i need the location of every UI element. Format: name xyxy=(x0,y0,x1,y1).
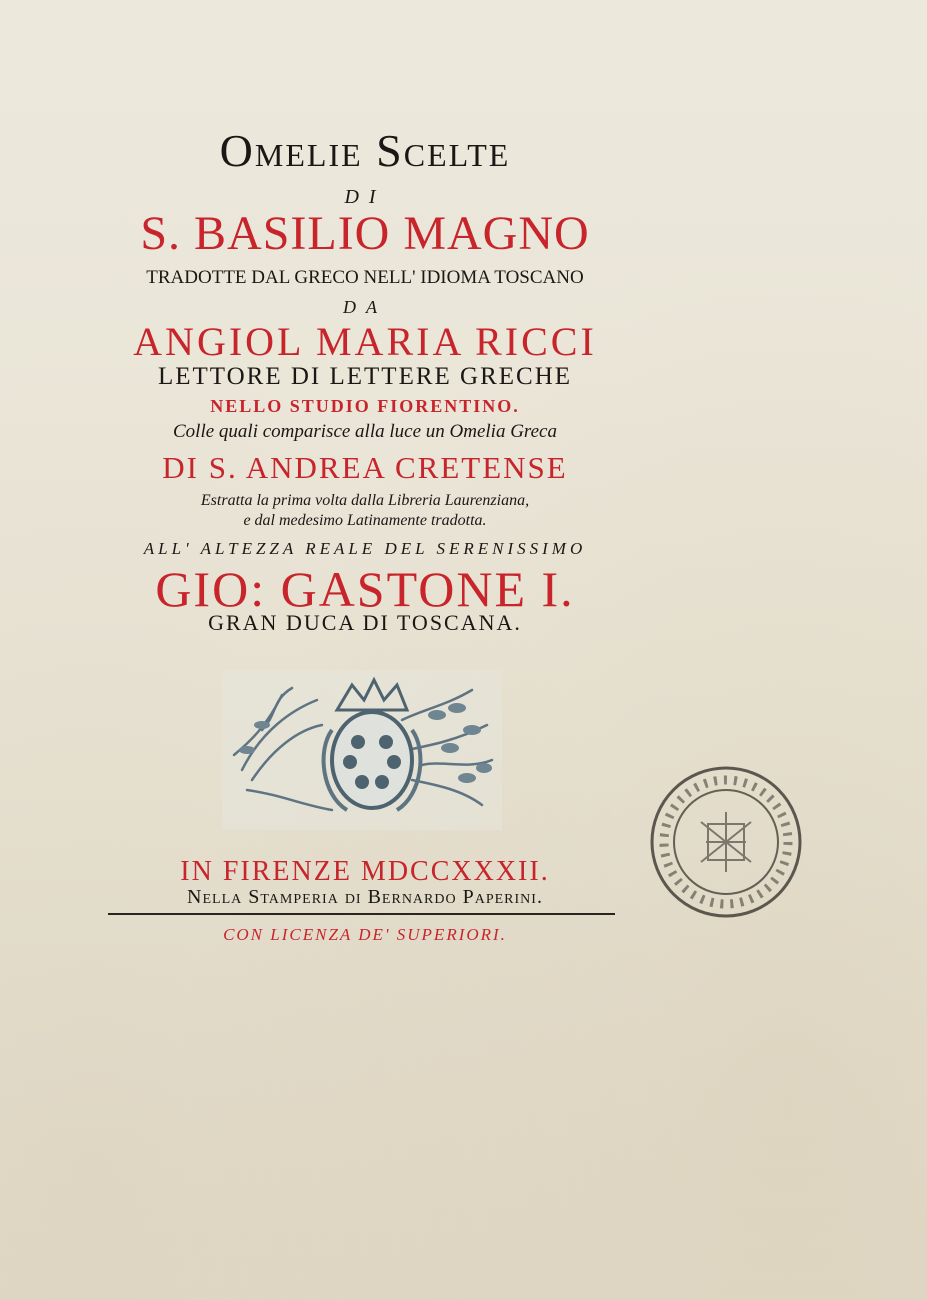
imprint-rule xyxy=(108,913,615,915)
di-line: DI xyxy=(344,186,386,208)
andrea-line: DI S. ANDREA CRETENSE xyxy=(162,450,568,485)
lettore-line: LETTORE DI LETTERE GRECHE xyxy=(157,363,573,390)
coat-of-arms-engraving xyxy=(222,670,502,830)
library-stamp xyxy=(636,762,816,922)
da-line: DA xyxy=(343,297,387,317)
estratta-line-1: Estratta la prima volta dalla Libreria Laurenziana, xyxy=(200,492,530,509)
printer-line: Nella Stamperia di Bernardo Paperini. xyxy=(187,886,543,908)
author-subject: S. BASILIO MAGNO xyxy=(140,207,590,260)
licenza-line: CON LICENZA DE' SUPERIORI. xyxy=(223,925,507,944)
dedicatee-name: GIO: GASTONE I. xyxy=(155,561,575,617)
altezza-line: ALL' ALTEZZA REALE DEL SERENISSIMO xyxy=(143,539,587,558)
estratta-line-2: e dal medesimo Latinamente tradotta. xyxy=(243,512,487,529)
translated-line: TRADOTTE DAL GRECO NELL' IDIOMA TOSCANO xyxy=(146,267,584,288)
studio-line: NELLO STUDIO FIORENTINO. xyxy=(210,396,520,416)
imprint-place: IN FIRENZE MDCCXXXII. xyxy=(180,856,550,887)
translator-name: ANGIOL MARIA RICCI xyxy=(133,319,597,364)
gran-duca-line: GRAN DUCA DI TOSCANA. xyxy=(208,610,522,635)
title-line: Omelie Scelte xyxy=(219,125,511,176)
colle-line: Colle quali comparisce alla luce un Omelia Greca xyxy=(173,421,557,442)
